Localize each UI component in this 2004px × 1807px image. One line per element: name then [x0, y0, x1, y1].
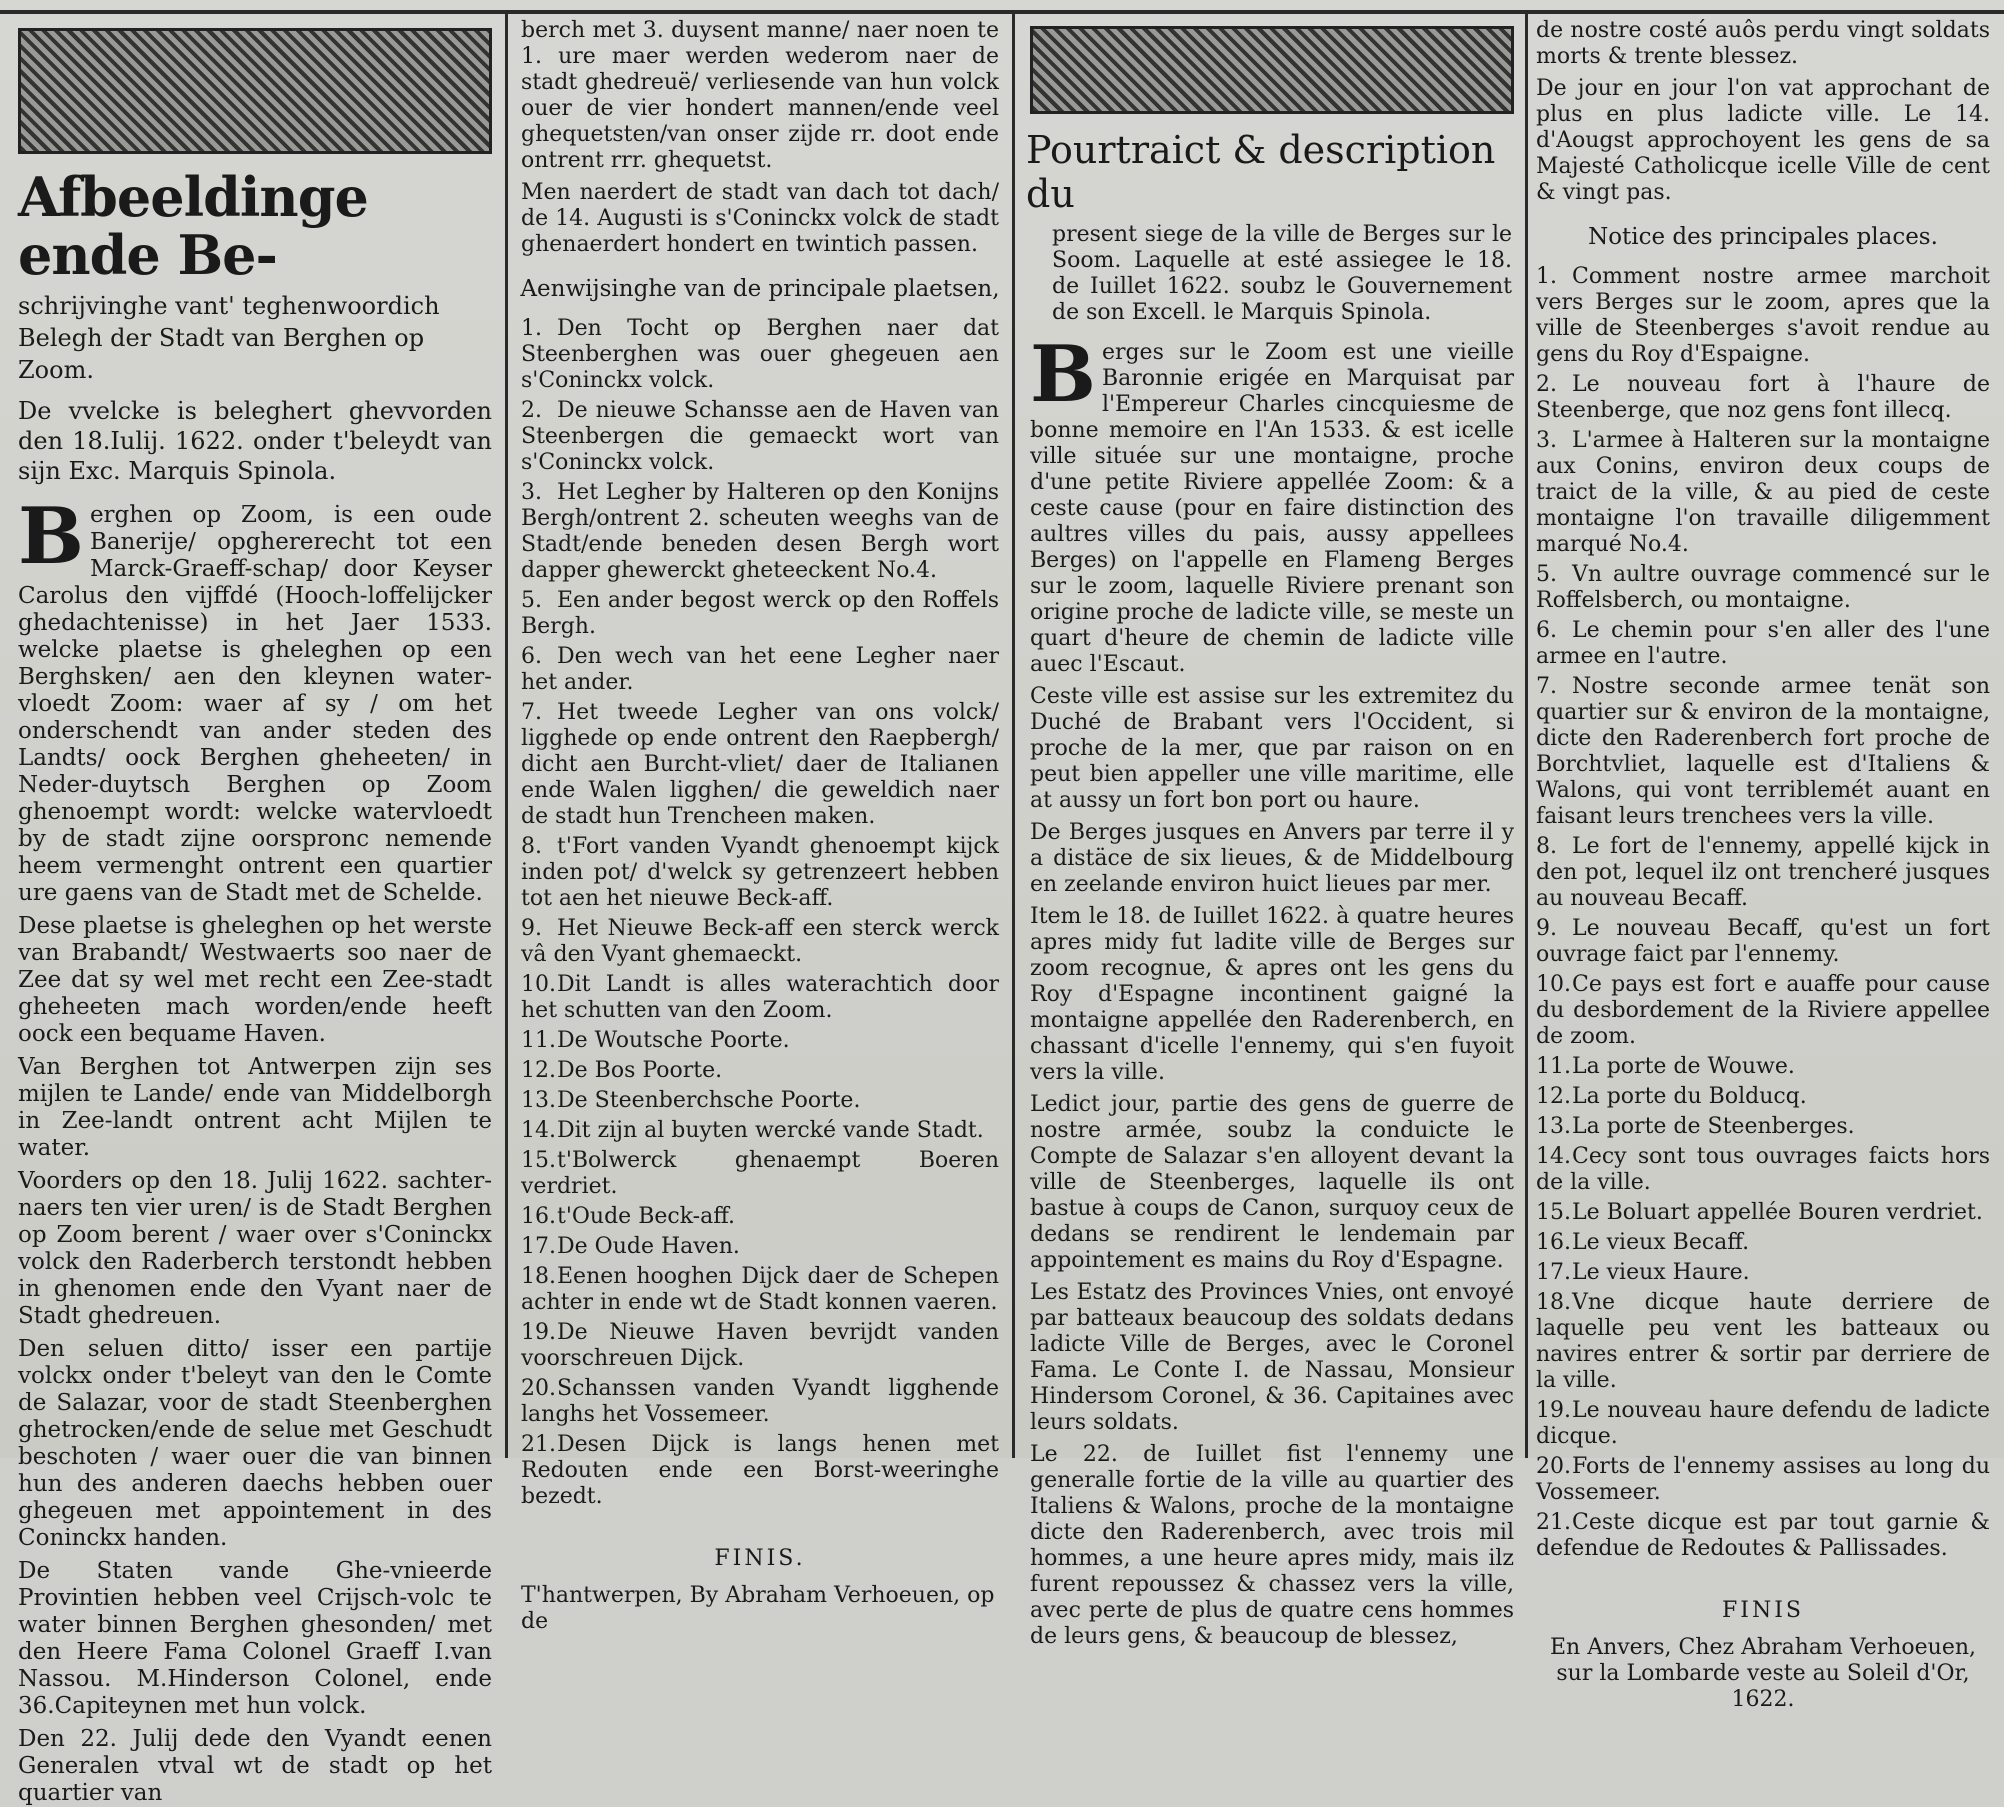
french-paragraph: Ledict jour, partie des gens de guerre de nostre armée, soubz la conduicte le Compte de Salazar s'en alloyent devant la ville de Steenberges, laquelle ils ont bastue à coups de Canon, surquoy ceux de dedans se rendirent le lendemain par appointement es mains du Roy d'Espagne.	[1030, 1092, 1514, 1273]
dutch-legend-heading: Aenwijsinghe van de principale plaetsen,	[520, 276, 1000, 302]
french-title: Pourtraict & description du	[1026, 128, 1496, 216]
dutch-paragraph: Dese plaetse is gheleghen op het werste van Brabandt/ Westwaerts soo naer de Zee dat sy wel met recht een Zee-stadt gheheeten mach worden/ende heeft oock een bequame Haven.	[18, 913, 492, 1047]
legend-item: 12.De Bos Poorte.	[521, 1058, 723, 1083]
french-paragraph: Berges sur le Zoom est une vieille Baronnie erigée en Marquisat par l'Empereur Charles cincquiesme de bonne memoire en l'An 1533. & est icelle ville située sur une montaigne, proche d'une petite Riviere appellée Zoom: & a ceste cause (pour en faire distinction des aultres villes du pais, aussy appellees Berges) on l'appelle en Flameng Berges sur le zoom, laquelle Riviere prenant son origine proche de ladicte ville, se meste un quart d'heure de chemin de ladicte ville auec l'Escaut.	[1030, 329, 1514, 677]
dutch-description-column	[10, 18, 500, 1806]
french-legend-list	[1530, 264, 1996, 1592]
column-rule	[505, 10, 508, 1458]
french-subtitle: present siege de la ville de Berges sur le Soom. Laquelle at esté assiegee le 18. de Iuillet 1622. soubz le Gouvernement de son Excell. le Marquis Spinola.	[1052, 222, 1512, 325]
french-paragraph: De jour en jour l'on vat approchant de plus en plus ladicte ville. Le 14. d'Aougst approchoyent les gens de sa Majesté Catholicque icelle Ville de cent & vingt pas.	[1536, 76, 1990, 205]
legend-item: 7. Nostre seconde armee tenät son quartier sur & environ de la montaigne, dicte den Raderenberch fort proche de Borchtvliet, laquelle est d'Italiens & Walons, qui vont terriblemét auant en faisant leurs trenchees vers la ville.	[1536, 674, 1990, 829]
woodcut-ornament	[1030, 26, 1514, 114]
dutch-paragraph: Van Berghen tot Antwerpen zijn ses mijlen te Lande/ ende van Middelborgh in Zee-landt ontrent acht Mijlen te water.	[18, 1054, 492, 1161]
legend-item: 14.Dit zijn al buyten wercké vande Stadt.	[521, 1118, 984, 1143]
legend-item: 16.t'Oude Beck-aff.	[521, 1204, 736, 1229]
legend-item: 13.La porte de Steenberges.	[1536, 1114, 1855, 1139]
french-paragraph: Le 22. de Iuillet fist l'ennemy une generalle fortie de la ville au quartier des Italiens & Walons, proche de la montaigne dicte den Raderenberch, avec trois mil hommes, a une heure apres midy, mais ilz furent repoussez & chassez vers la ville, avec perte de plus de quatre cens hommes de leurs gens, & beaucoup de blessez,	[1030, 1442, 1514, 1649]
french-paragraph: De Berges jusques en Anvers par terre il y a distäce de six lieues, & de Middelbourg en zeelande environ huict lieues par mer.	[1030, 820, 1514, 897]
french-paragraph: Ceste ville est assise sur les extremitez du Duché de Brabant vers l'Occident, si proche de la mer, que par raison on en peut bien appeller une ville maritime, elle at aussy un fort bon port ou haure.	[1030, 684, 1514, 813]
dutch-legend-column	[515, 18, 1005, 1634]
dutch-paragraph: Men naerdert de stadt van dach tot dach/ de 14. Augusti is s'Coninckx volck de stadt ghenaerdert hondert en twintich passen.	[521, 180, 999, 257]
dutch-title: Afbeeldinge ende Be-	[18, 165, 368, 287]
legend-item: 16.Le vieux Becaff.	[1536, 1230, 1750, 1255]
legend-item: 1. Den Tocht op Berghen naer dat Steenberghen was ouer ghegeuen aen s'Coninckx volck.	[521, 316, 999, 393]
legend-item: 10.Dit Landt is alles waterachtich door het schutten van den Zoom.	[521, 972, 999, 1023]
dutch-imprint: T'hantwerpen, By Abraham Verhoeuen, op de	[521, 1583, 995, 1634]
french-legend-column	[1530, 18, 1996, 1712]
legend-item: 6. Le chemin pour s'en aller des l'une armee en l'autre.	[1536, 618, 1990, 669]
legend-item: 10.Ce pays est fort e auaffe pour cause du desbordement de la Riviere appellee de zoom.	[1536, 972, 1990, 1049]
dutch-paragraph: Den seluen ditto/ isser een partije volckx onder t'beleyt van den le Comte de Salazar, voor de stadt Steenberghen ghetrocken/ende de selue met Geschudt beschoten / waer ouer die van binnen hun des anderen daechs hebben ouer ghegeuen met appointement in des Coninckx handen.	[18, 1336, 492, 1551]
legend-item: 7. Het tweede Legher van ons volck/ ligghede op ende ontrent den Raepbergh/ dicht aen Burcht-vliet/ daer de Italianen ende Walen ligghen/ die geweldich naer de stadt hun Trencheen maken.	[521, 700, 999, 829]
legend-item: 9. Le nouveau Becaff, qu'est un fort ouvrage faict par l'ennemy.	[1536, 916, 1990, 967]
legend-item: 20.Schanssen vanden Vyandt ligghende langhs het Vossemeer.	[521, 1376, 999, 1427]
legend-item: 18.Vne dicque haute derriere de laquelle peu vent les batteaux ou navires entrer & sortir par derriere de la ville.	[1536, 1290, 1990, 1393]
dutch-intro: De vvelcke is beleghert ghevvorden den 18.Iulij. 1622. onder t'beleydt van sijn Exc. Marquis Spinola.	[18, 397, 492, 485]
french-continuation: de nostre costé auôs perdu vingt soldats morts & trente blessez.	[1536, 18, 1990, 69]
finis-mark: FINIS	[1722, 1598, 1804, 1623]
legend-item: 17.Le vieux Haure.	[1536, 1260, 1750, 1285]
dutch-paragraph: Berghen op Zoom, is een oude Banerije/ opghererecht tot een Marck-Graeff-schap/ door Keyser Carolus den vijffdé (Hooch-loffelijcker ghedachtenisse) in het Jaer 1533. welcke plaetse is gheleghen op een Berghsken/ aen den kleynen water-vloedt Zoom: waer af sy / om het onderschendt van ander steden des Landts/ oock Berghen gheheeten/ in Neder-duytsch Berghen op Zoom ghenoempt wordt: welcke watervloedt by de stadt zijne oorspronc nemende heem vermenght ontrent een quartier ure gaens van de Stadt met de Schelde.	[18, 491, 492, 906]
french-imprint: En Anvers, Chez Abraham Verhoeuen, sur la Lombarde veste au Soleil d'Or, 1622.	[1549, 1635, 1977, 1712]
legend-item: 21.Ceste dicque est par tout garnie & defendue de Redoutes & Pallissades.	[1536, 1510, 1990, 1561]
legend-item: 5. Een ander begost werck op den Roffels Bergh.	[521, 588, 999, 639]
legend-item: 15.t'Bolwerck ghenaempt Boeren verdriet.	[521, 1148, 999, 1199]
legend-item: 5. Vn aultre ouvrage commencé sur le Roffelsberch, ou montaigne.	[1536, 562, 1990, 613]
legend-item: 8. t'Fort vanden Vyandt ghenoempt kijck inden pot/ d'welck sy getrenzeert hebben tot aen het nieuwe Beck-aff.	[521, 834, 999, 911]
legend-item: 15.Le Boluart appellée Bouren verdriet.	[1536, 1200, 1983, 1225]
legend-item: 13.De Steenberchsche Poorte.	[521, 1088, 861, 1113]
dutch-paragraph: Voorders op den 18. Julij 1622. sachter-naers ten vier uren/ is de Stadt Berghen op Zoom berent / waer over s'Coninckx volck den Raderberch terstondt hebben in ghenomen ende den Vyant naer de Stadt ghedreuen.	[18, 1168, 492, 1329]
legend-item: 3. L'armee à Halteren sur la montaigne aux Conins, environ deux coups de traict de la ville, & au pied de ceste montaigne l'on travaille diligemment marqué No.4.	[1536, 428, 1990, 557]
legend-item: 6. Den wech van het eene Legher naer het ander.	[521, 644, 999, 695]
legend-item: 2. De nieuwe Schansse aen de Haven van Steenbergen die gemaeckt wort van s'Coninckx volck.	[521, 398, 999, 475]
dutch-paragraph: De Staten vande Ghe-vnieerde Provintien hebben veel Crijsch-volc te water binnen Berghen ghesonden/ met den Heere Fama Colonel Graeff I.van Nassou. M.Hinderson Colonel, ende 36.Capiteynen met hun volck.	[18, 1558, 492, 1719]
woodcut-ornament	[18, 28, 492, 154]
legend-item: 11.La porte de Wouwe.	[1536, 1054, 1795, 1079]
dutch-continuation: berch met 3. duysent manne/ naer noen te 1. ure maer werden wederom naer de stadt ghedreuë/ verliesende van hun volck ouer de vier hondert mannen/ende veel ghequetsten/van onser zijde rr. doot ende ontrent rrr. ghequetst.	[521, 18, 999, 173]
legend-item: 3. Het Legher by Halteren op den Konijns Bergh/ontrent 2. scheuten weeghs van de Stadt/ende beneden desen Bergh wort dapper ghewerckt gheteeckent No.4.	[521, 480, 999, 583]
legend-item: 17.De Oude Haven.	[521, 1234, 740, 1259]
legend-item: 1. Comment nostre armee marchoit vers Berges sur le zoom, apres que la ville de Steenberges s'avoit rendue au gens du Roy d'Espaigne.	[1536, 264, 1990, 367]
legend-item	[521, 1514, 999, 1540]
legend-item: 14.Cecy sont tous ouvrages faicts hors de la ville.	[1536, 1144, 1990, 1195]
legend-item: 18.Eenen hooghen Dijck daer de Schepen achter in ende wt de Stadt konnen vaeren.	[521, 1264, 999, 1315]
column-rule	[1525, 10, 1528, 1458]
legend-item: 11.De Woutsche Poorte.	[521, 1028, 790, 1053]
dutch-paragraph: Den 22. Julij dede den Vyandt eenen Generalen vtval wt de stadt op het quartier van	[18, 1726, 492, 1806]
french-legend-heading: Notice des principales places.	[1588, 224, 1938, 250]
legend-item: 8. Le fort de l'ennemy, appellé kijck in den pot, lequel ilz ont trencheré jusques au nouveau Becaff.	[1536, 834, 1990, 911]
finis-mark: FINIS.	[714, 1546, 806, 1571]
legend-item: 19.Le nouveau haure defendu de ladicte dicque.	[1536, 1398, 1990, 1449]
dutch-legend-list	[515, 316, 1005, 1540]
column-rule	[1012, 10, 1015, 1458]
french-paragraph: Les Estatz des Provinces Vnies, ont envoyé par batteaux beaucoup des soldats dedans ladicte Ville de Berges, avec le Coronel Fama. Le Conte I. de Nassau, Monsieur Hindersom Coronel, & 36. Capitaines avec leurs soldats.	[1030, 1280, 1514, 1435]
legend-item: 12.La porte du Bolducq.	[1536, 1084, 1807, 1109]
legend-item: 9. Het Nieuwe Beck-aff een sterck werck vâ den Vyant ghemaeckt.	[521, 916, 999, 967]
top-border	[0, 10, 2004, 14]
legend-item: 21.Desen Dijck is langs henen met Redouten ende een Borst-weeringhe bezedt.	[521, 1432, 999, 1509]
dutch-subtitle: schrijvinghe vant' teghenwoordich Belegh der Stadt van Berghen op Zoom.	[18, 292, 440, 384]
french-description-column	[1022, 18, 1522, 1649]
french-paragraph: Item le 18. de Iuillet 1622. à quatre heures apres midy fut ladite ville de Berges sur zoom recognue, & apres ont les gens du Roy d'Espagne incontinent gaigné la montaigne appellée den Raderenberch, en chassant d'icelle l'ennemy, qui s'en fuyoit vers la ville.	[1030, 904, 1514, 1085]
legend-item: 20.Forts de l'ennemy assises au long du Vossemeer.	[1536, 1454, 1990, 1505]
legend-item: 2. Le nouveau fort à l'haure de Steenberge, que noz gens font illecq.	[1536, 372, 1990, 423]
legend-item: 19.De Nieuwe Haven bevrijdt vanden voorschreuen Dijck.	[521, 1320, 999, 1371]
legend-item	[1536, 1566, 1990, 1592]
